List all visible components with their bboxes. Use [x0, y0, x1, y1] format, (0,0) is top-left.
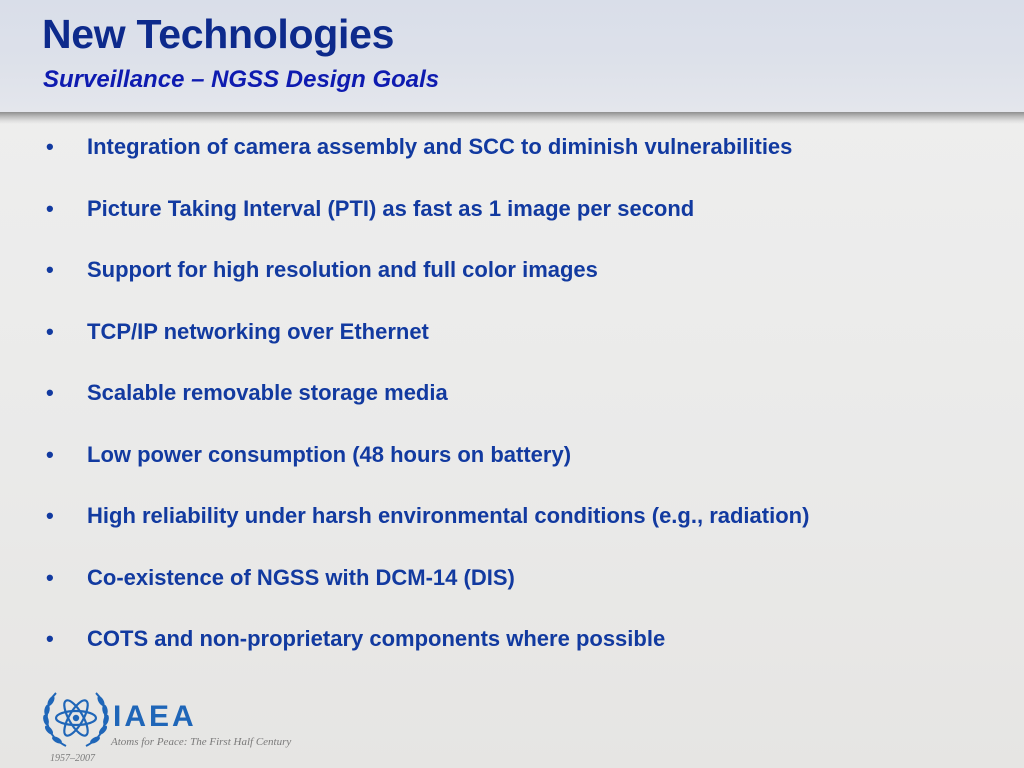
bullet-marker: •	[46, 257, 54, 282]
bullet-item	[46, 131, 1006, 193]
bullet-text: Support for high resolution and full color images	[87, 257, 598, 282]
slide-subtitle: Surveillance – NGSS Design Goals	[43, 66, 440, 93]
logo-tagline: Atoms for Peace: The First Half Century	[111, 736, 292, 748]
bullet-text: Scalable removable storage media	[87, 380, 448, 405]
bullet-marker: •	[46, 564, 54, 590]
bullet-marker: •	[46, 380, 54, 405]
iaea-wordmark: IAEA	[113, 700, 197, 733]
bullet-item	[46, 562, 1006, 624]
slide-title: New Technologies	[42, 11, 395, 57]
header-divider	[0, 112, 1024, 124]
bullet-item	[46, 377, 1006, 439]
bullet-item	[46, 254, 1006, 316]
bullet-item	[46, 193, 1006, 255]
bullet-text: Integration of camera assembly and SCC to diminish vulnerabilities	[87, 134, 793, 159]
bullet-marker: •	[46, 318, 54, 344]
bullet-text: COTS and non-proprietary components where possible	[87, 626, 666, 651]
bullet-item	[46, 316, 1006, 378]
bullet-item	[46, 623, 1006, 685]
bullet-text: Picture Taking Interval (PTI) as fast as 1 image per second	[87, 195, 695, 221]
bullet-text: High reliability under harsh environmental conditions (e.g., radiation)	[87, 503, 810, 528]
iaea-atom-wreath-icon	[40, 686, 112, 752]
bullet-text: TCP/IP networking over Ethernet	[87, 318, 429, 344]
bullet-item	[46, 439, 1006, 501]
bullet-marker: •	[46, 134, 54, 159]
bullet-marker: •	[46, 441, 54, 467]
bullet-text: Co-existence of NGSS with DCM-14 (DIS)	[87, 564, 515, 590]
bullet-marker: •	[46, 626, 54, 651]
bullet-item	[46, 500, 1006, 562]
bullet-text: Low power consumption (48 hours on battery)	[87, 441, 572, 467]
bullet-marker: •	[46, 503, 54, 528]
bullet-marker: •	[46, 195, 54, 221]
iaea-logo	[40, 686, 330, 766]
logo-years: 1957–2007	[50, 753, 95, 764]
bullet-list	[46, 131, 1006, 685]
